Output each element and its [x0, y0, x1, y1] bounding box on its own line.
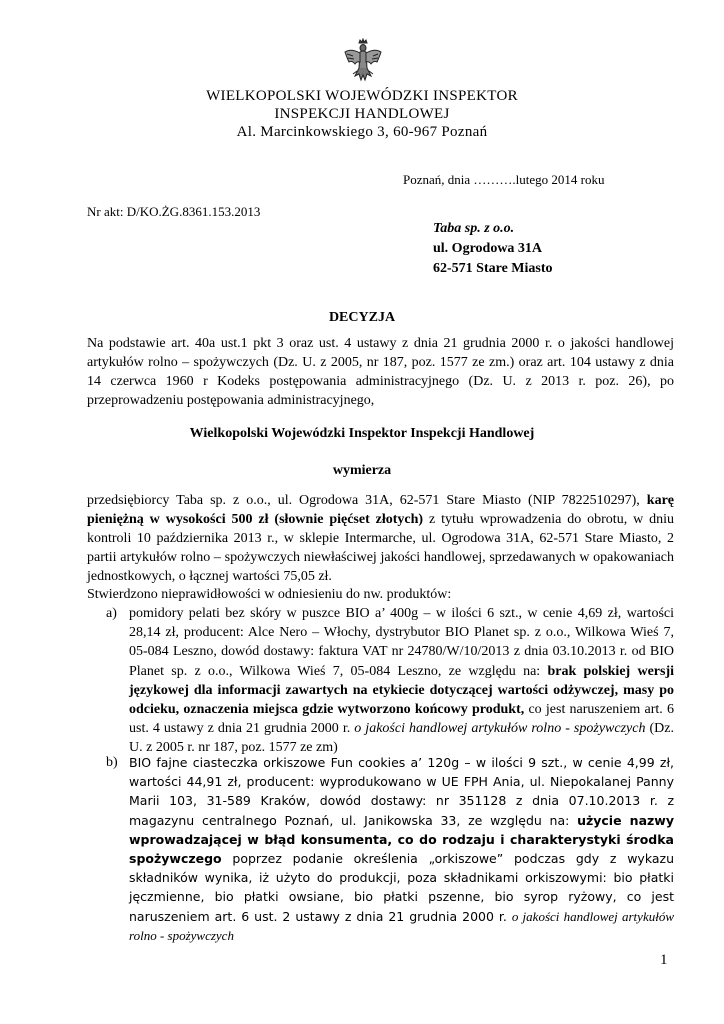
penalty-text-2: z tytułu wprowadzenia do obrotu, w dniu kontroli 10 października 2013 r., w sklepie Intermarche, ul. Ogrodowa 31A, 62-571 Stare Miasto, 2 partii artykułów rolno – spożywczych niewłaściwej jakości handlowej, sprzedawanych w opakowaniach jednostkowych, o łącznej wartości 75,05 zł. [87, 512, 674, 584]
item-b-act-title: o jakości handlowej artykułów rolno - spożywczych [129, 908, 674, 943]
item-b-description: BIO fajne ciasteczka orkiszowe Fun cookies a’ 120g – w ilości 9 szt., w cenie 4,99 zł, wartości 44,91 zł, producent: wyprodukowano w UE FPH Ania, ul. Niepokalanej Panny Marii 103, 31-589 Kraków, dowód dostawy: nr 351128 z dnia 07.10.2013 r. z magazynu centralnego Poznań, ul. Janikowska 33, ze względu na: [129, 755, 674, 828]
penalty-paragraph [87, 491, 674, 586]
header-authority-name: WIELKOPOLSKI WOJEWÓDZKI INSPEKTOR [206, 88, 518, 104]
eagle-crest-icon [343, 38, 383, 86]
authority-heading: Wielkopolski Wojewódzki Inspektor Inspekcji Handlowej [189, 426, 535, 441]
item-a-label: a) [106, 606, 117, 621]
reference-number: Nr akt: D/KO.ŻG.8361.153.2013 [87, 204, 261, 219]
item-b-text [129, 753, 674, 945]
recipient-city: 62-571 Stare Miasto [433, 261, 553, 276]
recipient-name: Taba sp. z o.o. [433, 221, 515, 236]
item-b-label: b) [106, 755, 118, 770]
verb-heading: wymierza [332, 463, 392, 478]
page-number: 1 [660, 952, 668, 968]
item-a-description: pomidory pelati bez skóry w puszce BIO a’ 400g – w ilości 6 szt., w cenie 4,69 zł, wartości 28,14 zł, producent: Alce Nero – Włochy, dystrybutor BIO Planet sp. z o.o., Wilkowa Wieś 7, 05-084 Leszno, dowód dostawy: faktura VAT nr 24780/W/10/2013 z dnia 03.10.2013 r. od BIO Planet sp. z o.o., Wilkowa Wieś 7, 05-084 Leszno, ze względu na: [129, 606, 674, 679]
header-address: Al. Marcinkowskiego 3, 60-967 Poznań [236, 124, 488, 140]
header-authority-subname: INSPEKCJI HANDLOWEJ [274, 106, 450, 122]
item-a-text [129, 604, 674, 758]
item-b-legal: poprzez podanie określenia „orkiszowe” podczas gdy z wykazu składników wynika, iż użyto do produkcji, poza składnikami orkiszowymi: bio płatki jęczmienne, bio płatki owsiane, bio płatki pszenne, bio syrop ryżowy, co jest naruszeniem art. 6 ust. 2 ustawy z dnia 21 grudnia 2000 r. [129, 851, 674, 924]
findings-intro: Stwierdzono nieprawidłowości w odniesieniu do nw. produktów: [87, 587, 452, 602]
recipient-street: ul. Ogrodowa 31A [433, 241, 543, 256]
item-a-violation: brak polskiej wersji językowej dla informacji zawartych na etykiecie dotyczącej wartości odżywczej, masy po odcieku, oznaczenia miejsca gdzie wytworzono końcowy produkt, [129, 663, 674, 718]
item-a-act-title: o jakości handlowej artykułów rolno - spożywczych [354, 721, 646, 737]
penalty-amount: karę pieniężną w wysokości 500 zł (słownie pięćset złotych) [87, 493, 674, 527]
item-a-citation: (Dz. U. z 2005 r. nr 187, poz. 1577 ze zm) [129, 721, 674, 756]
date-line: Poznań, dnia ……….lutego 2014 roku [403, 172, 605, 187]
item-b-violation: użycie nazwy wprowadzającej w błąd konsumenta, co do rodzaju i charakterystyki środka spożywczego [129, 812, 674, 867]
decision-title: DECYZJA [328, 310, 396, 325]
item-a-legal: co jest naruszeniem art. 6 ust. 4 ustawy z dnia 21 grudnia 2000 r. [129, 702, 674, 737]
penalty-text-1: przedsiębiorcy Taba sp. z o.o., ul. Ogrodowa 31A, 62-571 Stare Miasto (NIP 7822510297), [87, 493, 647, 508]
legal-basis-paragraph: Na podstawie art. 40a ust.1 pkt 3 oraz ust. 4 ustawy z dnia 21 grudnia 2000 r. o jakości handlowej artykułów rolno – spożywczych (Dz. U. z 2005, nr 187, poz. 1577 ze zm.) oraz art. 104 ustawy z dnia 14 czerwca 1960 r Kodeks postępowania administracyjnego (Dz. U. z 2013 r. poz. 26), po przeprowadzeniu postępowania administracyjnego, [87, 336, 674, 408]
